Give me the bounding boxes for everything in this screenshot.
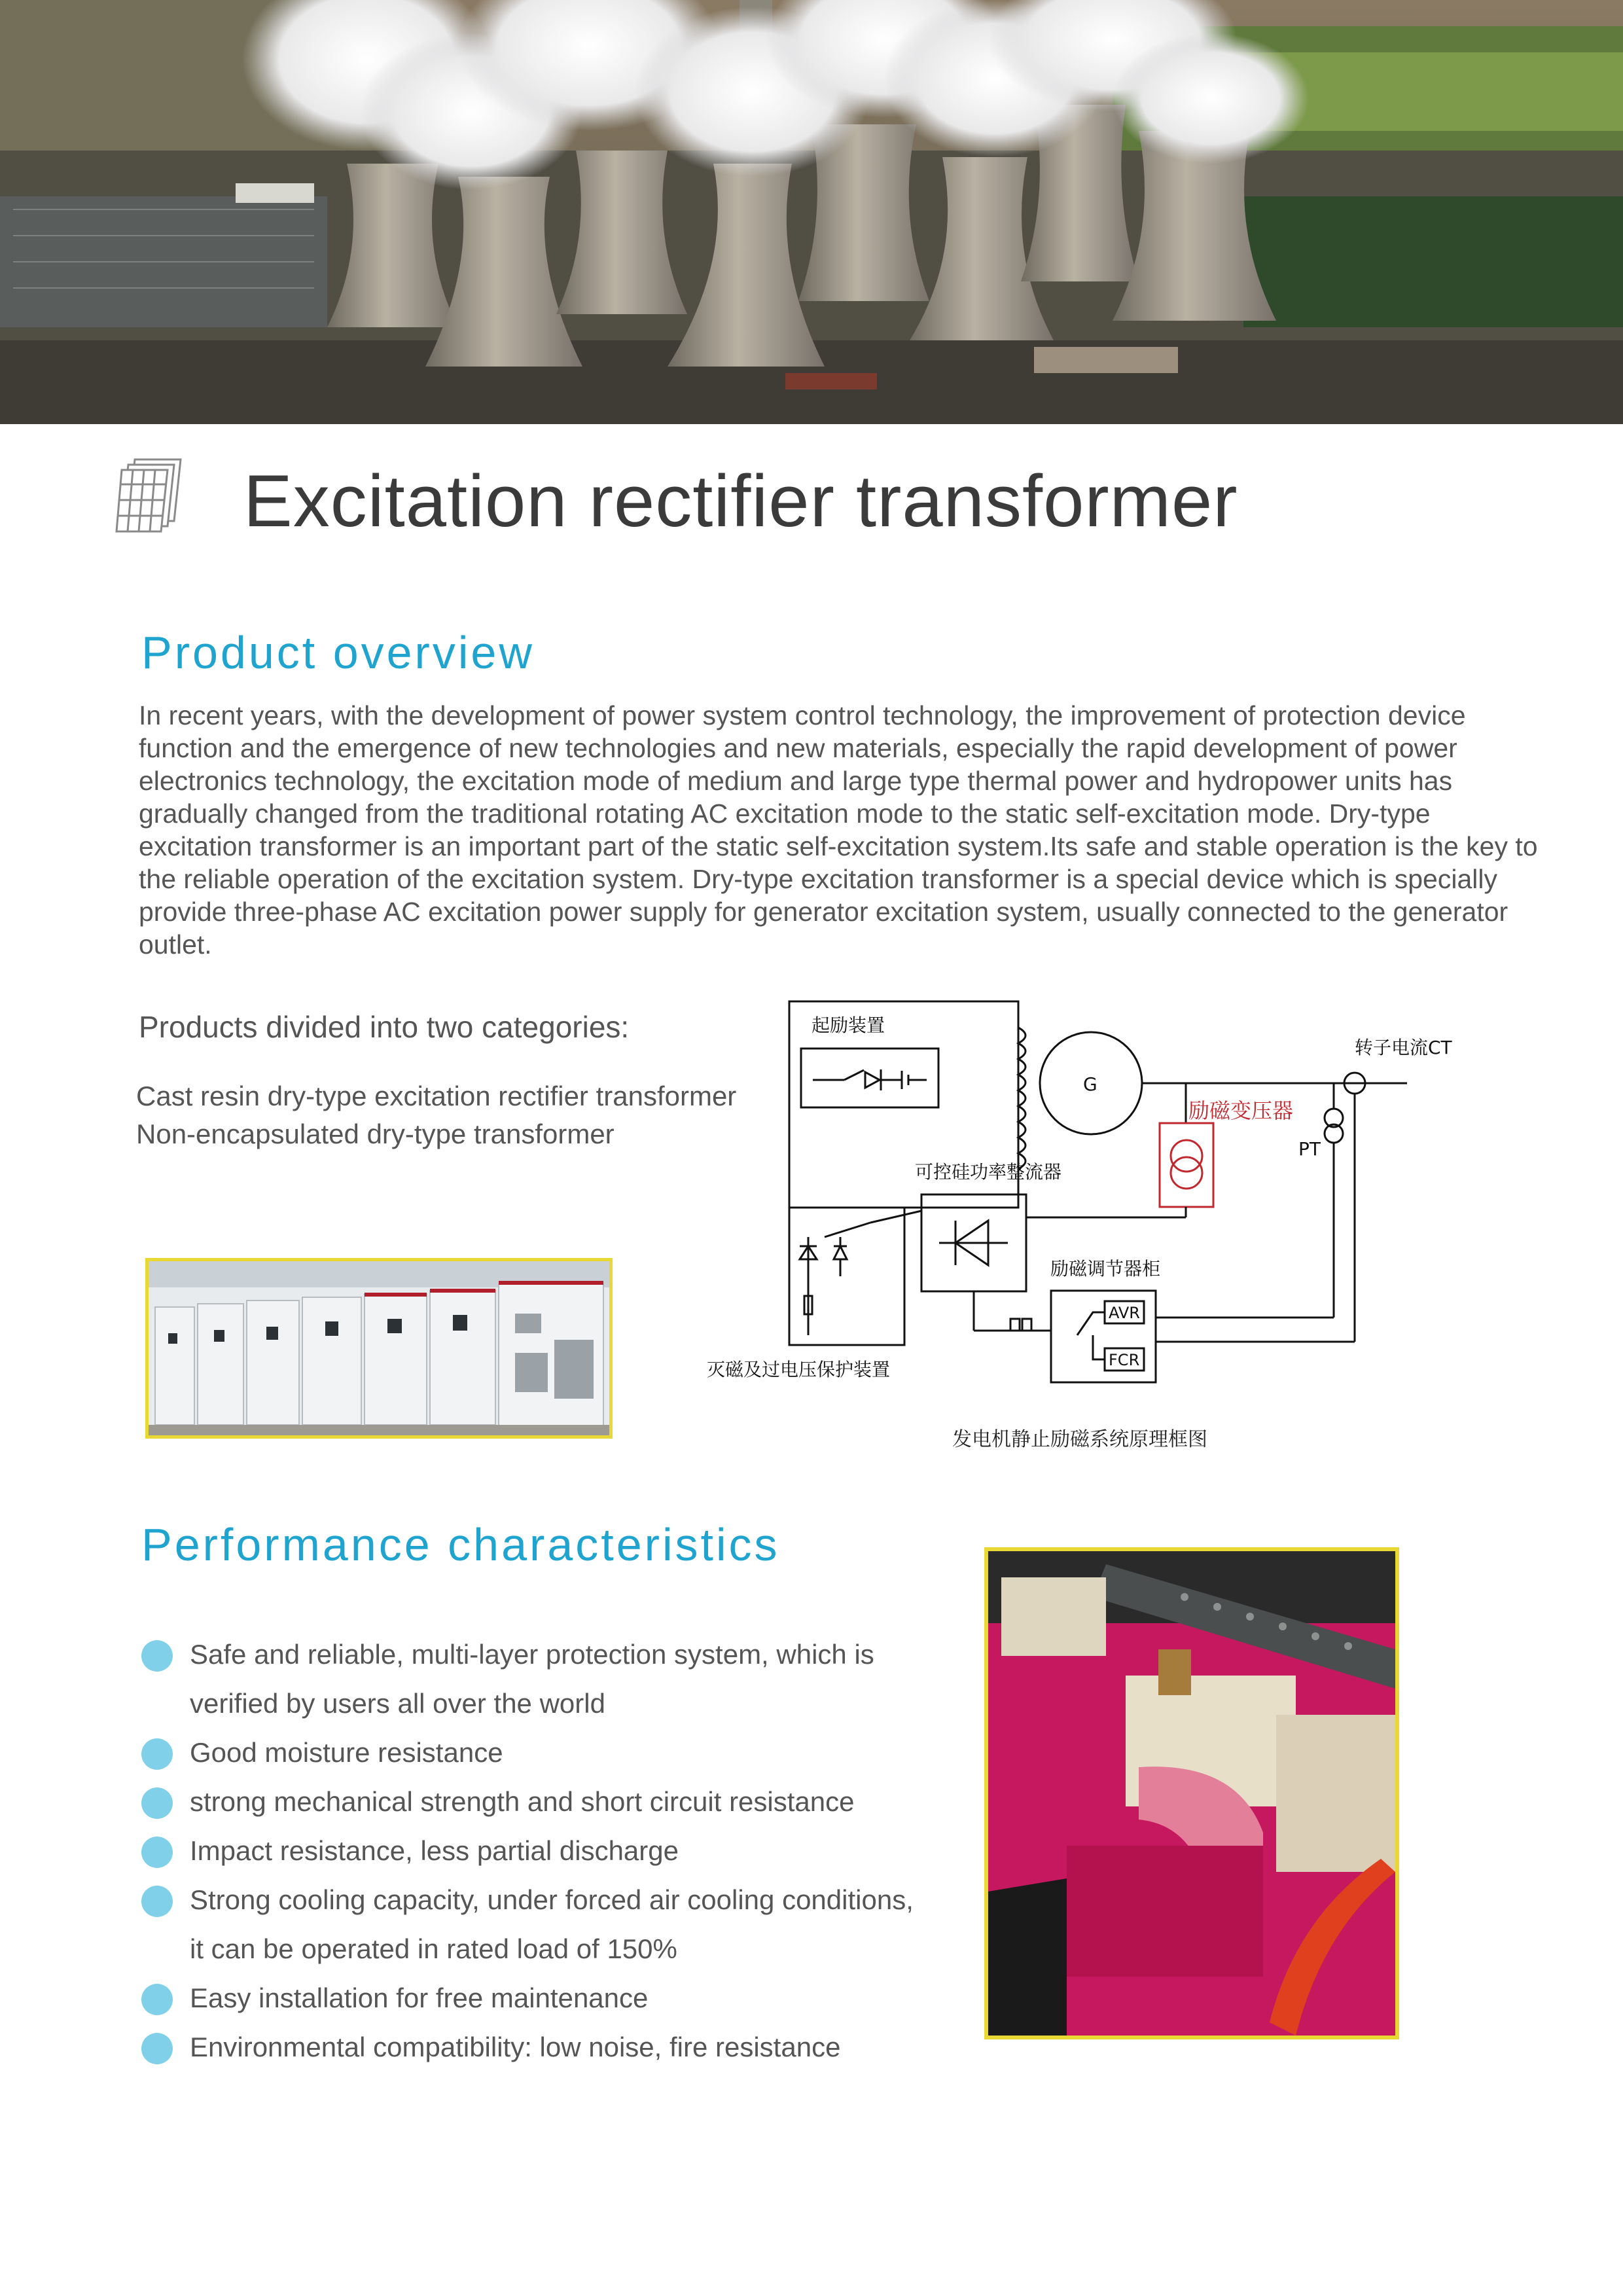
feature-item [141, 1826, 992, 1875]
feature-item [141, 1630, 992, 1728]
feature-text-cont: verified by users all over the world [190, 1688, 605, 1719]
component-photo-image [988, 1551, 1395, 2036]
page-title: Excitation rectifier transformer [243, 460, 1238, 542]
bullet-dot-icon [141, 1886, 173, 1917]
excitation-transformer-box [1160, 1123, 1213, 1207]
hero-photo-power-plant [0, 0, 1623, 424]
feature-item [141, 1728, 992, 1777]
cabinet-photo-image [149, 1261, 609, 1435]
feature-text-cont: it can be operated in rated load of 150% [190, 1933, 677, 1964]
label-rotor-ct: 转子电流CT [1355, 1037, 1452, 1058]
category-item: Cast resin dry-type excitation rectifier transformer [136, 1081, 737, 1111]
bullet-dot-icon [141, 1787, 173, 1819]
label-demagnetization: 灭磁及过电压保护装置 [707, 1359, 891, 1380]
feature-item [141, 2022, 992, 2072]
feature-item [141, 1973, 992, 2022]
bullet-dot-icon [141, 1837, 173, 1868]
demag-box [789, 1208, 904, 1345]
label-generator: G [1083, 1073, 1097, 1095]
label-regulator-cabinet: 励磁调节器柜 [1050, 1258, 1161, 1280]
feature-text: Safe and reliable, multi-layer protection system, which is [190, 1639, 874, 1670]
feature-text: Strong cooling capacity, under forced air cooling conditions, [190, 1884, 914, 1915]
label-thyristor-rectifier: 可控硅功率整流器 [915, 1161, 1062, 1183]
excitation-system-diagram [694, 988, 1479, 1473]
feature-item [141, 1875, 992, 1973]
overview-paragraph [139, 699, 1546, 961]
categories-title: Products divided into two categories: [139, 1010, 630, 1044]
bullet-dot-icon [141, 2033, 173, 2064]
cabinet-photo [145, 1258, 613, 1439]
feature-text: Easy installation for free maintenance [190, 1982, 649, 2013]
category-item: Non-encapsulated dry-type transformer [136, 1119, 615, 1149]
overview-heading: Product overview [141, 627, 535, 678]
overview-body: In recent years, with the development of power system control technology, the improvement of protection device function and the emergence of new technologies and new materials, especially the rapid development of power electronics technology, the excitation mode of medium and large type thermal power and hydropower units has gradually changed from the traditional rotating AC excitation mode to the static self-excitation mode. Dry-type excitation transformer is an important part of the static self-excitation system.Its safe and stable operation is the key to the reliable operation of the excitation system. Dry-type excitation transformer is a special device which is specially provide three-phase AC excitation power supply for generator excitation system, usually connected to the generator outlet. [139, 700, 1538, 960]
bullet-dot-icon [141, 1640, 173, 1672]
label-excitation-transformer: 励磁变压器 [1188, 1098, 1294, 1123]
solar-panel-stack-icon [115, 458, 183, 537]
label-fcr: FCR [1109, 1351, 1140, 1369]
feature-text: Environmental compatibility: low noise, fire resistance [190, 2032, 841, 2062]
categories-list [136, 1077, 736, 1153]
component-photo [984, 1547, 1399, 2039]
bullet-dot-icon [141, 1984, 173, 2015]
label-avr: AVR [1109, 1304, 1140, 1322]
bullet-dot-icon [141, 1738, 173, 1770]
features-list [141, 1630, 992, 2072]
diagram-caption: 发电机静止励磁系统原理框图 [952, 1428, 1207, 1451]
regulator-box [1051, 1291, 1156, 1382]
label-pt: PT [1298, 1138, 1321, 1160]
feature-text: Good moisture resistance [190, 1737, 503, 1768]
performance-heading: Performance characteristics [141, 1519, 780, 1570]
label-starter: 起励装置 [812, 1014, 885, 1036]
starter-box [801, 1049, 938, 1107]
feature-text: Impact resistance, less partial discharge [190, 1835, 679, 1866]
feature-text: strong mechanical strength and short circuit resistance [190, 1786, 855, 1817]
feature-item [141, 1777, 992, 1826]
